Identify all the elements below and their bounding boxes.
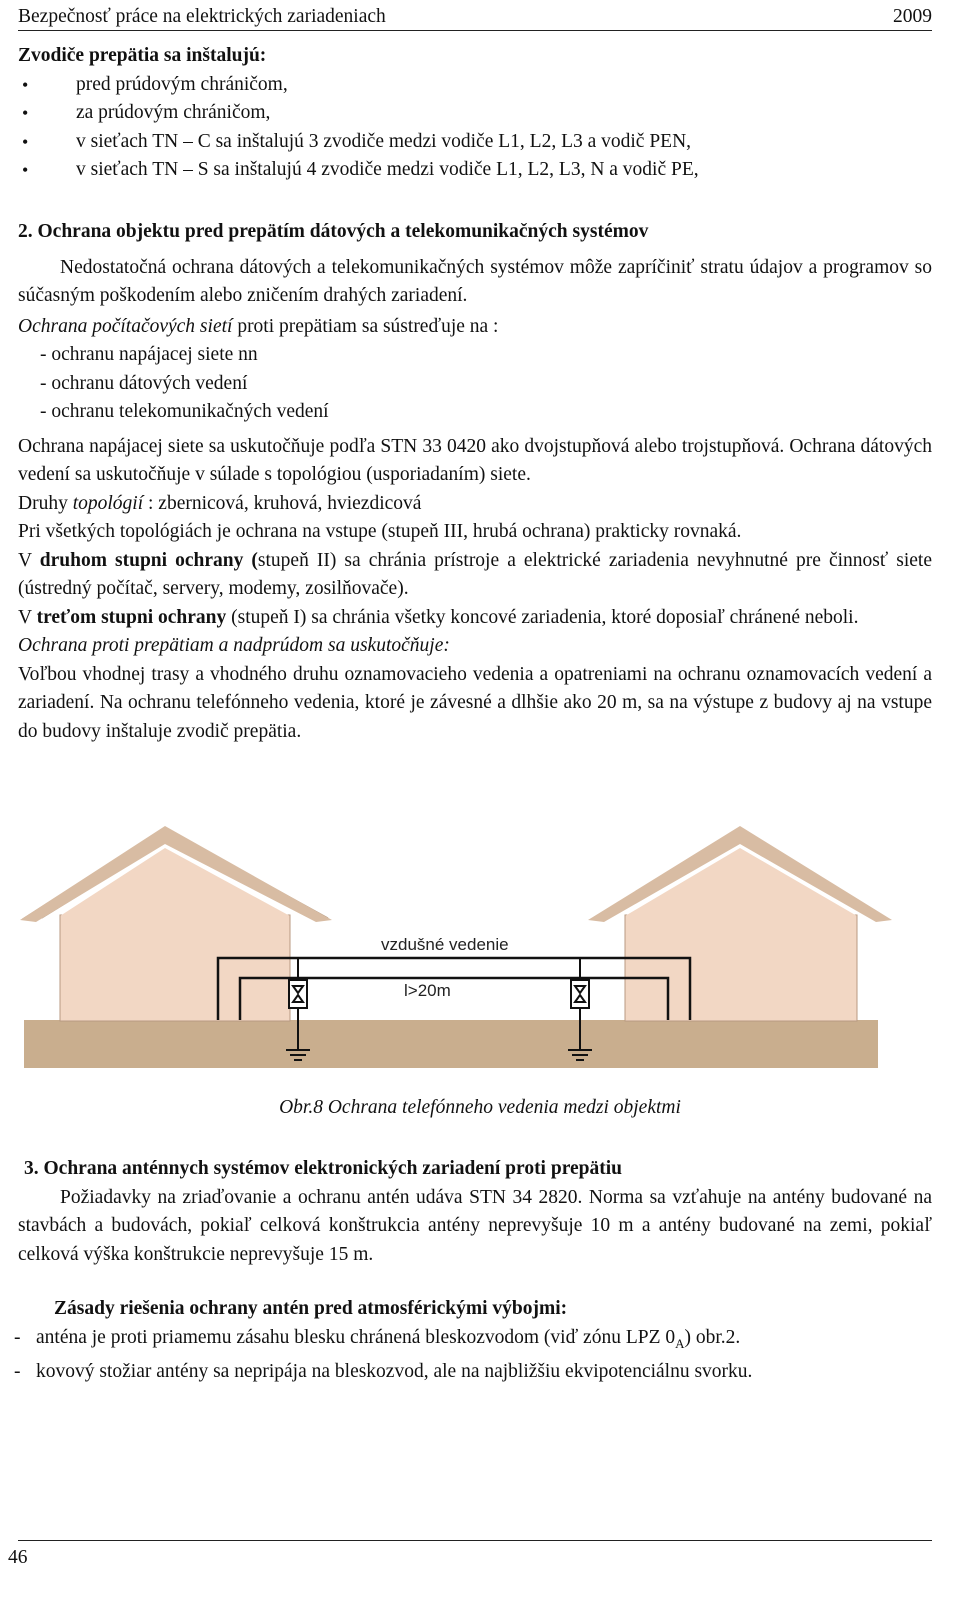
left-house (20, 826, 332, 1021)
header-title: Bezpečnosť práce na elektrických zariadeniach (18, 6, 386, 27)
section-surge-arresters (18, 42, 932, 185)
right-house (588, 826, 892, 1021)
text: : zbernicová, kruhová, hviezdicová (143, 492, 422, 514)
subheading: Zásady riešenia ochrany antén pred atmosférickými výbojmi: (54, 1298, 568, 1319)
list-item: • v sieťach TN – S sa inštalujú 4 zvodiče medzi vodiče L1, L2, L3, N a vodič PE, (18, 156, 932, 185)
paragraph: Požiadavky na zriaďovanie a ochranu antén udáva STN 34 2820. Norma sa vzťahuje na antény budované na stavbách a budovách, pokiaľ celková konštrukcia antény neprevyšuje 10 m a antény budované na zemi, pokiaľ celková výška konštrukcie neprevyšuje 15 m. (18, 1186, 932, 1265)
paragraph: Ochrana napájacej siete sa uskutočňuje podľa STN 33 0420 ako dvojstupňová alebo trojstupňová. Ochrana dátových vedení sa uskutočňuje v súlade s topológiou (usporiadaním) siete. (18, 435, 932, 485)
text: V (18, 606, 37, 628)
header-year: 2009 (893, 6, 932, 27)
section-heading: 3. Ochrana anténnych systémov elektronických zariadení proti prepätiu (24, 1158, 623, 1179)
list-item: - ochranu telekomunikačných vedení (40, 401, 329, 422)
text: anténa je proti priamemu zásahu blesku chránená bleskozvodom (viď zónu LPZ 0 (36, 1326, 676, 1348)
subscript: A (675, 1335, 685, 1351)
list-item: - kovový stožiar antény sa nepripája na bleskozvod, ale na najbližšiu ekvipotenciálnu svorku. (18, 1358, 932, 1387)
italic-text: Ochrana proti prepätiam a nadprúdom sa uskutočňuje: (18, 635, 450, 656)
list-item: • pred prúdovým chráničom, (18, 71, 932, 100)
list-item: - ochranu dátových vedení (40, 372, 248, 394)
footer-divider (18, 1540, 932, 1541)
page-header (18, 0, 932, 31)
paragraph (18, 547, 932, 604)
text: ) obr.2. (684, 1326, 741, 1348)
paragraph (18, 490, 932, 519)
italic-text: topológií (72, 492, 144, 514)
section-heading: 2. Ochrana objektu pred prepätím dátových a telekomunikačných systémov (18, 221, 649, 242)
paragraph (18, 604, 932, 633)
bullet-list (18, 71, 932, 185)
figure-telephone-line-protection (0, 820, 960, 1080)
dash-list (18, 1324, 932, 1387)
section-data-telecom-protection (18, 218, 932, 746)
paragraph: Voľbou vhodnej trasy a vhodného druhu oznamovacieho vedenia a opatreniami na ochranu oznamovacích vedení a zariadení. Na ochranu telefónneho vedenia, ktoré je závesné a dlhšie ako 20 m, sa na výstupe z budovy aj na vstupe do budovy inštaluje zvodič prepätia. (18, 663, 932, 742)
list-item: • za prúdovým chráničom, (18, 99, 932, 128)
section-heading: Zvodiče prepätia sa inštalujú: (18, 45, 267, 66)
paragraph (18, 313, 932, 342)
text: proti prepätiam sa sústreďuje na : (232, 315, 499, 337)
list-item (18, 1324, 932, 1358)
label-overhead-line: vzdušné vedenie (381, 935, 509, 954)
list-item: - ochranu napájacej siete nn (40, 344, 258, 365)
right-house-wall (625, 915, 857, 1021)
text: Druhy (18, 492, 73, 514)
paragraph (18, 632, 932, 661)
left-house-wall (60, 915, 290, 1021)
ground (24, 1020, 878, 1068)
text: stupeň II) sa chránia prístroje a elektrické zariadenia nevyhnutné pre činnosť siete (ústredný počítač, servery, modemy, zosilňovače). (18, 549, 932, 599)
figure-caption: Obr.8 Ochrana telefónneho vedenia medzi objektmi (279, 1097, 681, 1118)
label-length: l>20m (404, 981, 451, 1000)
italic-text: Ochrana počítačových sietí (18, 315, 233, 337)
list-item: • v sieťach TN – C sa inštalujú 3 zvodiče medzi vodiče L1, L2, L3 a vodič PEN, (18, 128, 932, 157)
paragraph: Nedostatočná ochrana dátových a telekomunikačných systémov môže zapríčiniť stratu údajov a programov so súčasným poškodením alebo zničením drahých zariadení. (18, 256, 932, 306)
bold-text: treťom stupni ochrany (36, 606, 227, 628)
text: V (18, 549, 40, 571)
page-number: 46 (8, 1547, 28, 1568)
section-antenna-protection (18, 1155, 932, 1386)
paragraph: Pri všetkých topológiách je ochrana na vstupe (stupeň III, hrubá ochrana) prakticky rovnaká. (18, 521, 742, 542)
bold-text: druhom stupni ochrany ( (39, 549, 258, 571)
text: (stupeň I) sa chránia všetky koncové zariadenia, ktoré doposiaľ chránené neboli. (226, 606, 859, 628)
